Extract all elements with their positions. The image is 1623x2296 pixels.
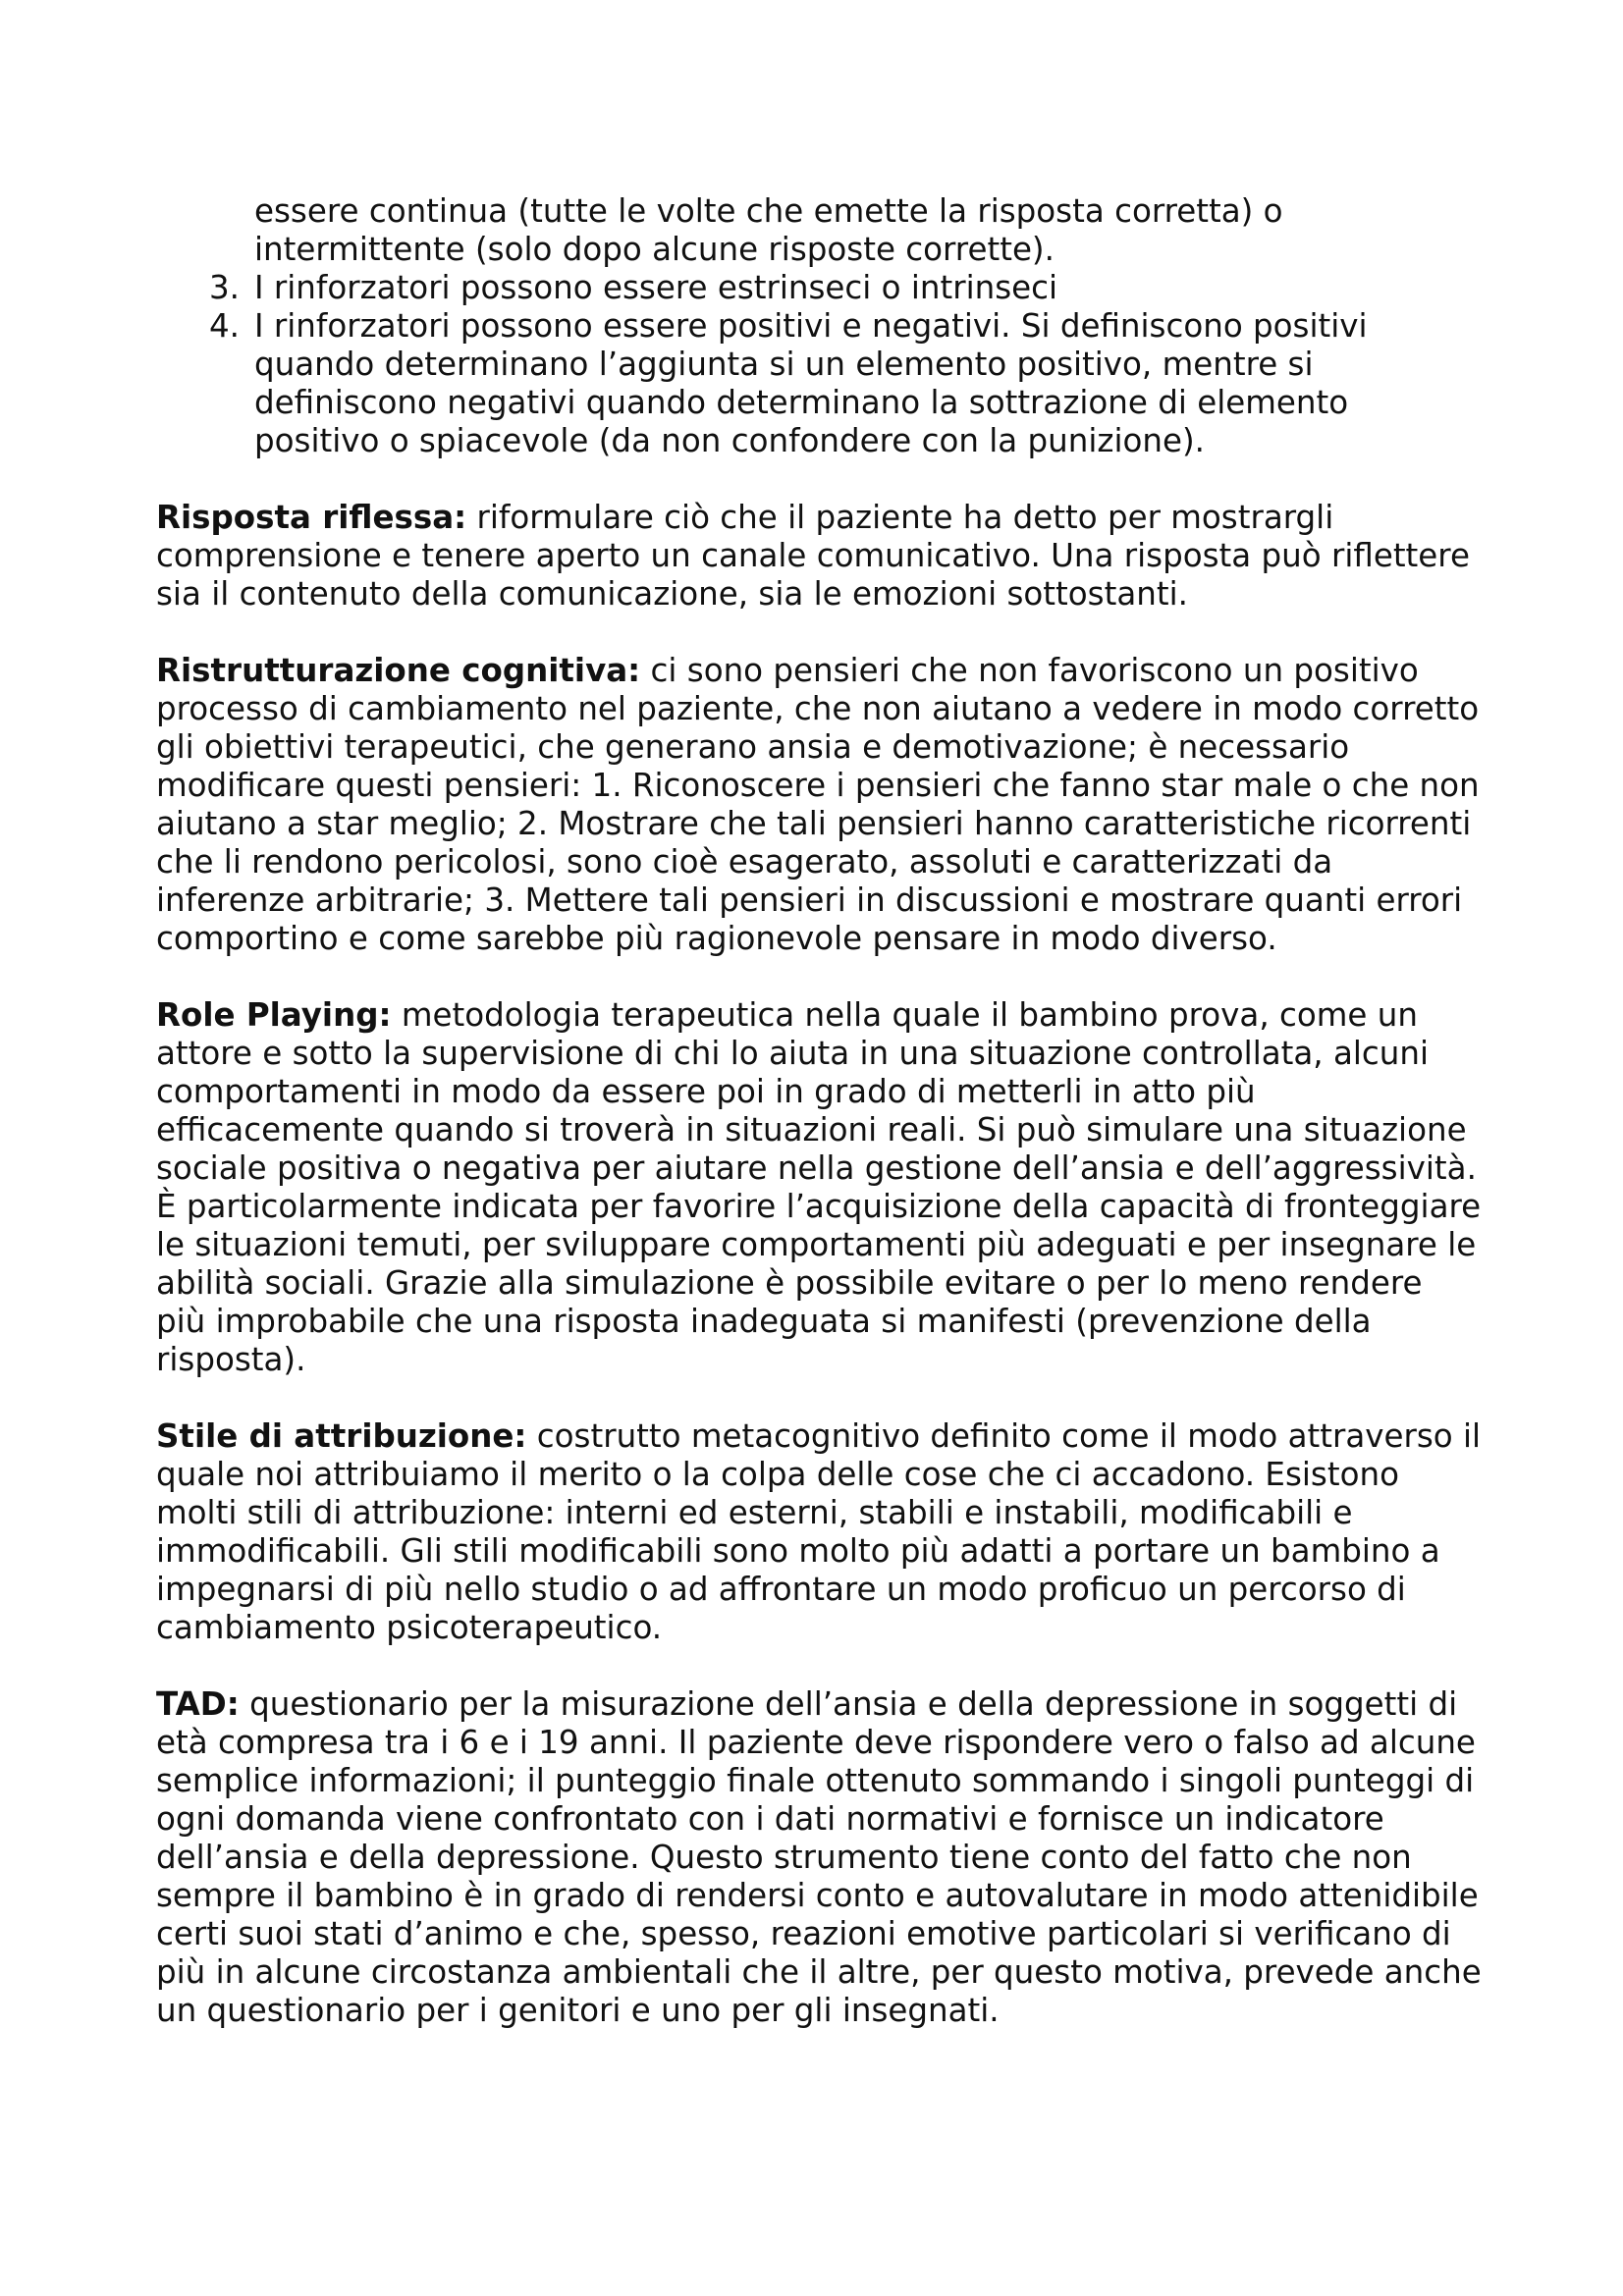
list-item-3 bbox=[156, 269, 1482, 307]
page-content bbox=[156, 192, 1482, 2030]
list-item-number: 4. bbox=[209, 307, 241, 345]
entry-definition: ci sono pensieri che non favoriscono un positivo processo di cambiamento nel paziente, che non aiutano a vedere in modo corretto gli obiettivi terapeutici, che generano ansia e demotivazione; è necessario modificare questi pensieri: 1. Riconoscere i pensieri che fanno star male o che non aiutano a star meglio; 2. Mostrare che tali pensieri hanno caratteristiche ricorrenti che li rendono pericolosi, sono cioè esagerato, assoluti e caratterizzati da inferenze arbitrarie; 3. Mettere tali pensieri in discussioni e mostrare quanti errori comportino e come sarebbe più ragionevole pensare in modo diverso. bbox=[156, 652, 1480, 957]
list-item-text: I rinforzatori possono essere positivi e negativi. Si definiscono positivi quando determinano l’aggiunta si un elemento positivo, mentre si definiscono negativi quando determinano la sottrazione di elemento positivo o spiacevole (da non confondere con la punizione). bbox=[254, 307, 1368, 459]
entry-definition: metodologia terapeutica nella quale il bambino prova, come un attore e sotto la supervisione di chi lo aiuta in una situazione controllata, alcuni comportamenti in modo da essere poi in grado di metterli in atto più efficacemente quando si troverà in situazioni reali. Si può simulare una situazione sociale positiva o negativa per aiutare nella gestione dell’ansia e dell’aggressività. È particolarmente indicata per favorire l’acquisizione della capacità di fronteggiare le situazioni temuti, per sviluppare comportamenti più adeguati e per insegnare le abilità sociali. Grazie alla simulazione è possibile evitare o per lo meno rendere più improbabile che una risposta inadeguata si manifesti (prevenzione della risposta). bbox=[156, 996, 1482, 1378]
list-item-number: 3. bbox=[209, 269, 241, 306]
entry-role-playing bbox=[156, 996, 1482, 1379]
entry-term: TAD: bbox=[156, 1685, 240, 1723]
entry-definition: questionario per la misurazione dell’ansia e della depressione in soggetti di età compresa tra i 6 e i 19 anni. Il paziente deve rispondere vero o falso ad alcune semplice informazioni; il punteggio finale ottenuto sommando i singoli punteggi di ogni domanda viene confrontato con i dati normativi e fornisce un indicatore dell’ansia e della depressione. Questo strumento tiene conto del fatto che non sempre il bambino è in grado di rendersi conto e autovalutare in modo attenidibile certi suoi stati d’animo e che, spesso, reazioni emotive particolari si verificano di più in alcune circostanza ambientali che il altre, per questo motiva, prevede anche un questionario per i genitori e uno per gli insegnati. bbox=[156, 1685, 1482, 2029]
entry-term: Stile di attribuzione: bbox=[156, 1417, 527, 1455]
list-item-continuation bbox=[156, 192, 1482, 269]
entry-stile-di-attribuzione bbox=[156, 1417, 1482, 1647]
list-item-text: I rinforzatori possono essere estrinseci o intrinseci bbox=[254, 269, 1058, 306]
entry-risposta-riflessa bbox=[156, 499, 1482, 614]
list-item-4 bbox=[156, 307, 1482, 460]
entry-tad bbox=[156, 1685, 1482, 2030]
entry-definition: riformulare ciò che il paziente ha detto per mostrargli comprensione e tenere aperto un canale comunicativo. Una risposta può riflettere sia il contenuto della comunicazione, sia le emozioni sottostanti. bbox=[156, 499, 1470, 613]
entry-term: Ristrutturazione cognitiva: bbox=[156, 652, 641, 689]
entry-definition: costrutto metacognitivo definito come il modo attraverso il quale noi attribuiamo il merito o la colpa delle cose che ci accadono. Esistono molti stili di attribuzione: interni ed esterni, stabili e instabili, modificabili e immodificabili. Gli stili modificabili sono molto più adatti a portare un bambino a impegnarsi di più nello studio o ad affrontare un modo proficuo un percorso di cambiamento psicoterapeutico. bbox=[156, 1417, 1482, 1646]
reinforcer-list bbox=[156, 192, 1482, 460]
list-item-text: essere continua (tutte le volte che emette la risposta corretta) o intermittente (solo dopo alcune risposte corrette). bbox=[254, 192, 1283, 268]
entry-term: Role Playing: bbox=[156, 996, 392, 1034]
entry-term: Risposta riflessa: bbox=[156, 499, 467, 536]
entry-ristrutturazione-cognitiva bbox=[156, 652, 1482, 958]
